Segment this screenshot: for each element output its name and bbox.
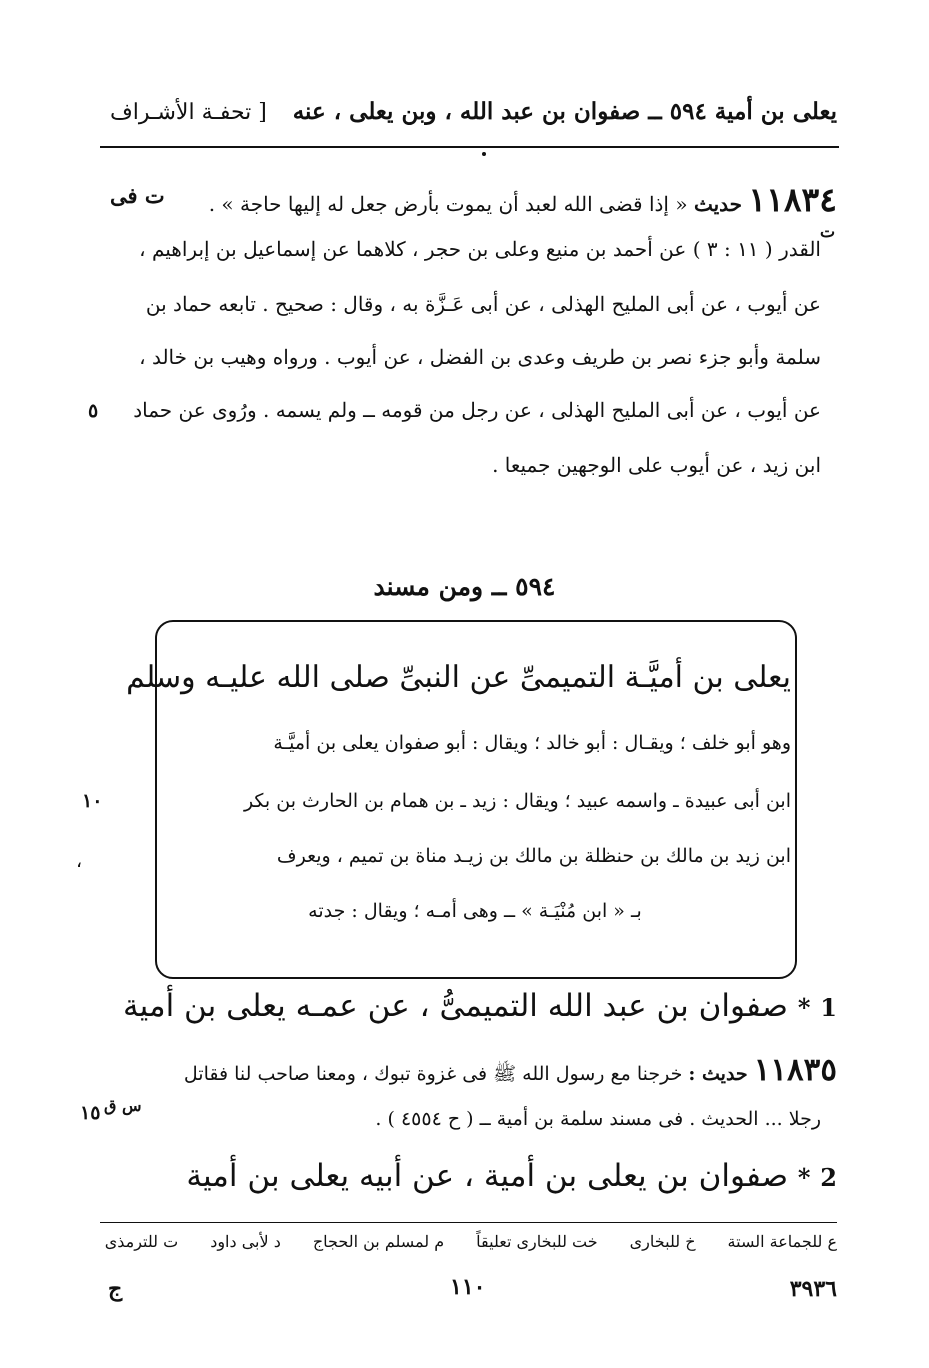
abbreviation-key [105,1232,837,1251]
hadith-text: « إذا قضى الله لعبد أن يموت بأرض جعل له إليها حاجة » . [208,192,688,216]
header-rule [100,146,839,148]
abbreviation-item: د لأبى داود [210,1232,281,1251]
hadith-11835-line-2: رجلا ... الحديث . فى مسند سلمة بن أمية ــ ( ح ٤٥٥٤ ) . [375,1108,821,1130]
musnad-box-line-2: ابن أبى عبيدة ـ واسمه عبيد ؛ ويقال : زيد ـ بن همام بن الحارث بن بكر [243,790,791,812]
margin-siglum-2: ت [819,222,835,241]
musnad-box-line-1: وهو أبو خلف ؛ ويقـال : أبو خالد ؛ ويقال : أبو صفوان يعلى بن أميَّـة [273,732,791,754]
volume-mark: ج [108,1276,123,1302]
hadith-11834-line-6: ابن زيد ، عن أيوب على الوجهين جميعا . [492,453,821,477]
entry-text: صفوان بن يعلى بن أمية ، عن أبيه يعلى بن أمية [186,1158,789,1194]
hadith-number: ١١٨٣٤ [748,180,837,219]
musnad-box-title: يعلى بن أميَّـة التميمىِّ عن النبىِّ صلى الله عليـه وسلم [126,660,791,695]
hadith-11834-line-4: سلمة وأبو جزء نصر بن طريف وعدى بن الفضل ، عن أيوب . ورواه وهيب بن خالد ، [139,345,821,369]
margin-siglum: ت فى [110,183,165,208]
margin-siglum: س ق [104,1096,142,1115]
hadith-11835-line-1 [184,1052,837,1090]
hadith-11834-line-3: عن أيوب ، عن أبى المليح الهذلى ، عن أبى عَـزَّة به ، وقال : صحيح . تابعه حماد بن [145,292,821,316]
margin-line-number-15: ١٥ [80,1102,101,1124]
hadith-label: حديث : [688,1063,748,1085]
abbreviation-item: ت للترمذى [104,1232,179,1251]
abbreviation-item: م لمسلم بن الحجاج [312,1232,445,1251]
running-header-title: يعلى بن أمية ٥٩٤ ــ صفوان بن عبد الله ، وبن يعلى ، عنه [292,98,837,125]
entry-star: * [797,993,811,1022]
margin-line-number-5: ٥ [88,400,99,422]
margin-line-number-10: ١٠ [82,790,103,812]
entry-1-heading [123,988,837,1024]
ornament-dot [482,152,486,156]
entry-star: * [797,1163,811,1192]
margin-comma: ، [76,850,83,872]
entry-number: 2 [820,1163,837,1192]
page-number: ١١٠ [450,1274,486,1300]
musnad-heading: ٥٩٤ ــ ومن مسند [373,572,556,601]
entry-number: 1 [820,993,837,1022]
running-header-book-title: [ تحفـة الأشـراف [110,100,267,125]
musnad-box-line-4: بـ « ابن مُنْيَـة » ــ وهى أمـه ؛ ويقال : جدته [308,900,642,922]
abbreviation-item: خت للبخارى تعليقاً [476,1232,598,1251]
entry-2-heading [186,1158,837,1194]
footer-rule [100,1222,837,1223]
hadith-number: ١١٨٣٥ [753,1052,837,1088]
sheet-number: ٣٩٣٦ [789,1276,837,1302]
hadith-label: حديث [693,192,743,216]
entry-text: صفوان بن عبد الله التميمىُّ ، عن عمـه يعلى بن أمية [123,988,789,1024]
hadith-11834-line-5: عن أيوب ، عن أبى المليح الهذلى ، عن رجل من قومه ــ ولم يسمه . ورُوى عن حماد [133,398,821,422]
hadith-11834-line-1 [209,180,837,219]
abbreviation-item: خ للبخارى [629,1232,696,1251]
abbreviation-item: ع للجماعة الستة [727,1232,837,1251]
musnad-box-line-3: ابن زيد بن مالك بن حنظلة بن مالك بن زيـد مناة بن تميم ، ويعرف [276,845,791,867]
hadith-text: خرجنا مع رسول الله ﷺ فى غزوة تبوك ، ومعنا صاحب لنا فقاتل [183,1063,683,1085]
hadith-11834-line-2: القدر ( ١١ : ٣ ) عن أحمد بن منيع وعلى بن حجر ، كلاهما عن إسماعيل بن إبراهيم ، [139,237,821,261]
